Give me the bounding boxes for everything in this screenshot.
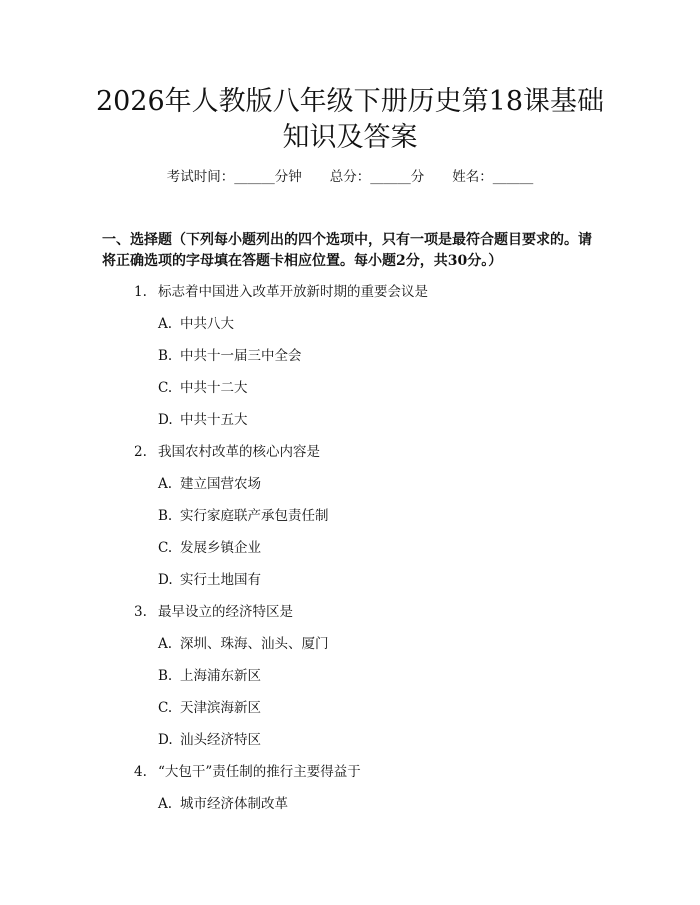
question-text: “大包干”责任制的推行主要得益于 — [158, 764, 361, 780]
option-text: 建立国营农场 — [180, 476, 261, 492]
document-title-line-2: 知识及答案 — [282, 122, 418, 153]
question-1 — [134, 282, 428, 302]
option-text: 中共八大 — [180, 316, 234, 332]
option-text: 天津滨海新区 — [180, 700, 261, 716]
option-3d — [158, 730, 261, 750]
exam-time-field: 考试时间：______分钟 — [166, 169, 302, 185]
option-1c — [158, 378, 248, 398]
option-3a — [158, 634, 329, 654]
option-1a — [158, 314, 234, 334]
question-4 — [134, 762, 361, 782]
option-text: 中共十五大 — [180, 412, 248, 428]
option-letter: A. — [158, 636, 173, 652]
option-letter: C. — [158, 700, 173, 716]
option-letter: D. — [158, 732, 173, 748]
total-score-field: 总分：______分 — [329, 169, 425, 185]
option-2a — [158, 474, 261, 494]
document-title-line-1: 2026年人教版八年级下册历史第18课基础 — [95, 86, 605, 117]
exam-info-bar — [0, 167, 700, 187]
option-letter: D. — [158, 572, 173, 588]
option-letter: A. — [158, 316, 173, 332]
question-text: 标志着中国进入改革开放新时期的重要会议是 — [158, 284, 428, 300]
option-text: 中共十一届三中全会 — [180, 348, 302, 364]
question-3 — [134, 602, 293, 622]
option-text: 上海浦东新区 — [180, 668, 261, 684]
option-text: 发展乡镇企业 — [180, 540, 261, 556]
student-name-field: 姓名：______ — [452, 169, 534, 185]
option-text: 城市经济体制改革 — [180, 796, 288, 812]
option-text: 汕头经济特区 — [180, 732, 261, 748]
option-4a — [158, 794, 288, 814]
option-letter: C. — [158, 540, 173, 556]
question-number: 4. — [134, 764, 147, 780]
option-2c — [158, 538, 261, 558]
option-text: 中共十二大 — [180, 380, 248, 396]
option-1b — [158, 346, 302, 366]
section-heading-line-2: 将正确选项的字母填在答题卡相应位置。每小题2分，共30分。） — [102, 253, 503, 269]
option-letter: D. — [158, 412, 173, 428]
option-letter: A. — [158, 796, 173, 812]
option-text: 深圳、珠海、汕头、厦门 — [180, 636, 329, 652]
option-text: 实行土地国有 — [180, 572, 261, 588]
question-number: 2. — [134, 444, 147, 460]
question-2 — [134, 442, 320, 462]
question-text: 最早设立的经济特区是 — [158, 604, 293, 620]
option-letter: B. — [158, 348, 173, 364]
option-3b — [158, 666, 261, 686]
section-heading-line-1: 一、选择题（下列每小题列出的四个选项中，只有一项是最符合题目要求的。请 — [102, 232, 592, 248]
option-text: 实行家庭联产承包责任制 — [180, 508, 329, 524]
option-2b — [158, 506, 329, 526]
question-text: 我国农村改革的核心内容是 — [158, 444, 320, 460]
option-2d — [158, 570, 261, 590]
option-letter: A. — [158, 476, 173, 492]
option-letter: B. — [158, 508, 173, 524]
question-number: 1. — [134, 284, 147, 300]
option-letter: B. — [158, 668, 173, 684]
option-letter: C. — [158, 380, 173, 396]
option-3c — [158, 698, 261, 718]
option-1d — [158, 410, 248, 430]
question-number: 3. — [134, 604, 147, 620]
